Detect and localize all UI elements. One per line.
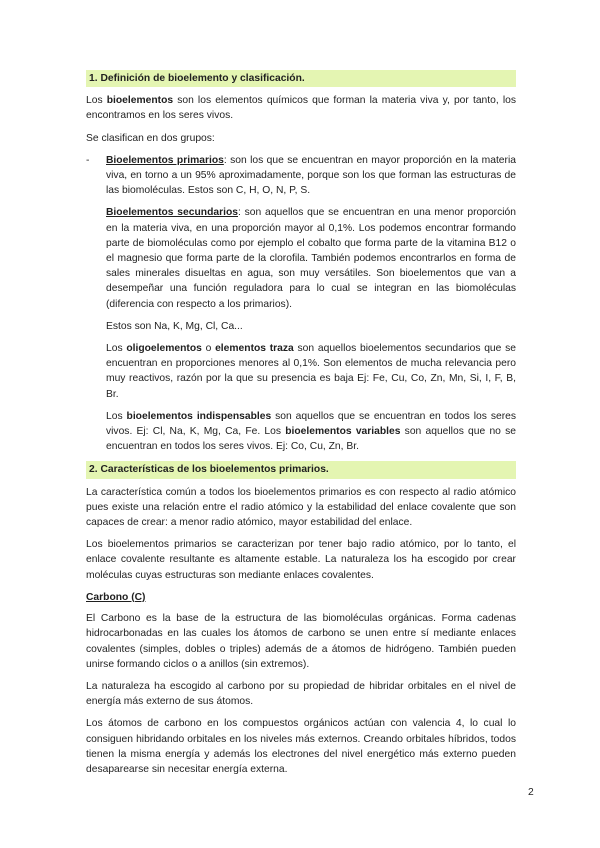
term-oligoelementos: oligoelementos: [126, 343, 202, 355]
carbono-paragraph-2: La naturaleza ha escogido al carbono por su propiedad de hibridar orbitales en el nivel de energía más externo de sus átomos.: [86, 680, 516, 708]
bullet-dash: -: [86, 154, 90, 166]
text-run: son los elementos químicos que forman la materia viva y, por tanto, los encontramos en los seres vivos.: [86, 95, 516, 122]
section-2-heading: 2. Características de los bioelementos primarios.: [86, 461, 516, 478]
text-run: Los: [106, 343, 127, 355]
text-run: Los: [106, 410, 127, 422]
oligoelementos-paragraph: [106, 341, 516, 402]
text-run: : son los que se encuentran en mayor proporción en la materia viva, en torno a un 95% aproximadamente, porque son los que forman las estructuras de las biomoléculas. Estos son C, H, O, N, P, S.: [106, 154, 516, 197]
primarios-item: [86, 153, 516, 199]
term-bioelementos: bioelementos: [106, 95, 174, 107]
carbono-paragraph-1: El Carbono es la base de la estructura de las biomoléculas orgánicas. Forma cadenas hidrocarbonadas en las cuales los átomos de carbono se unen entre sí mediante enlaces covalentes (simples, dobles o triples) además de a átomos de hidrógeno. También pueden unirse formando ciclos o a anillos (sin extremos).: [86, 613, 516, 670]
radio-atomico-paragraph: La característica común a todos los bioelementos primarios es con respecto al radio atómico pues existe una relación entre el radio atómico y la estabilidad del enlace covalente que son capaces de crear: a menor radio atómico, mayor estabilidad del enlace.: [86, 486, 516, 529]
bioelemento-definition: [86, 93, 516, 123]
text-run: son aquellos bioelementos secundarios que se encuentran en proporciones menores al 0,1%. Son elementos de mucha relevancia pero muy reactivos, razón por la que su presencia es baja Ej: Fe, Cu, Co, Zn, Mn, Si, I, F, B, Br.: [106, 343, 516, 400]
indispensables-paragraph: [106, 409, 516, 455]
secundarios-item: [106, 205, 516, 311]
term-primarios: Bioelementos primarios: [106, 154, 224, 166]
text-run: Los: [86, 95, 107, 107]
groups-intro: Se clasifican en dos grupos:: [86, 132, 215, 144]
term-elementos-traza: elementos traza: [215, 343, 294, 355]
term-secundarios: Bioelementos secundarios: [106, 207, 238, 219]
secundarios-examples: Estos son Na, K, Mg, Cl, Ca...: [106, 320, 243, 332]
carbono-heading: Carbono (C): [86, 591, 146, 603]
page-number: 2: [528, 787, 534, 798]
term-variables: bioelementos variables: [285, 426, 401, 438]
text-run: son aquellos que se encuentran en todos los seres vivos. Ej: Cl, Na, K, Mg, Ca, Fe. Los: [106, 410, 516, 438]
document-page: [86, 70, 516, 784]
text-run: o: [201, 343, 216, 355]
text-run: son aquellos que no se encuentran en todos los seres vivos. Ej: Co, Cu, Zn, Br.: [106, 426, 516, 453]
enlace-covalente-paragraph: Los bioelementos primarios se caracterizan por tener bajo radio atómico, por lo tanto, el enlace covalente resultante es altamente estable. La naturaleza los ha escogido por crear moléculas cuyas estructuras son mediante enlaces covalentes.: [86, 539, 516, 581]
carbono-paragraph-3: Los átomos de carbono en los compuestos orgánicos actúan con valencia 4, lo cual lo consiguen hibridando orbitales en los niveles más externos. Creando orbitales híbridos, todos tienen la misma energía y además los electrones del nivel energético más externo pueden desaparearse sin necesitar energía externa.: [86, 718, 516, 775]
text-run: : son aquellos que se encuentran en una menor proporción en la materia viva, en una proporción mayor al 0,1%. Los podemos encontrar formando parte de biomoléculas como por ejemplo el cobalto que forma parte de la vitamina B12 o el magnesio que forma parte de la clorofila. También podemos encontrarlos en forma de sales minerales disueltas en agua, son muy versátiles. Son bioelementos que van a desempeñar una función reguladora para lo cual se integran en las biomoléculas (diferencia con respecto a los primarios).: [106, 207, 516, 310]
term-indispensables: bioelementos indispensables: [126, 410, 272, 422]
section-1-heading: 1. Definición de bioelemento y clasificación.: [86, 70, 516, 87]
